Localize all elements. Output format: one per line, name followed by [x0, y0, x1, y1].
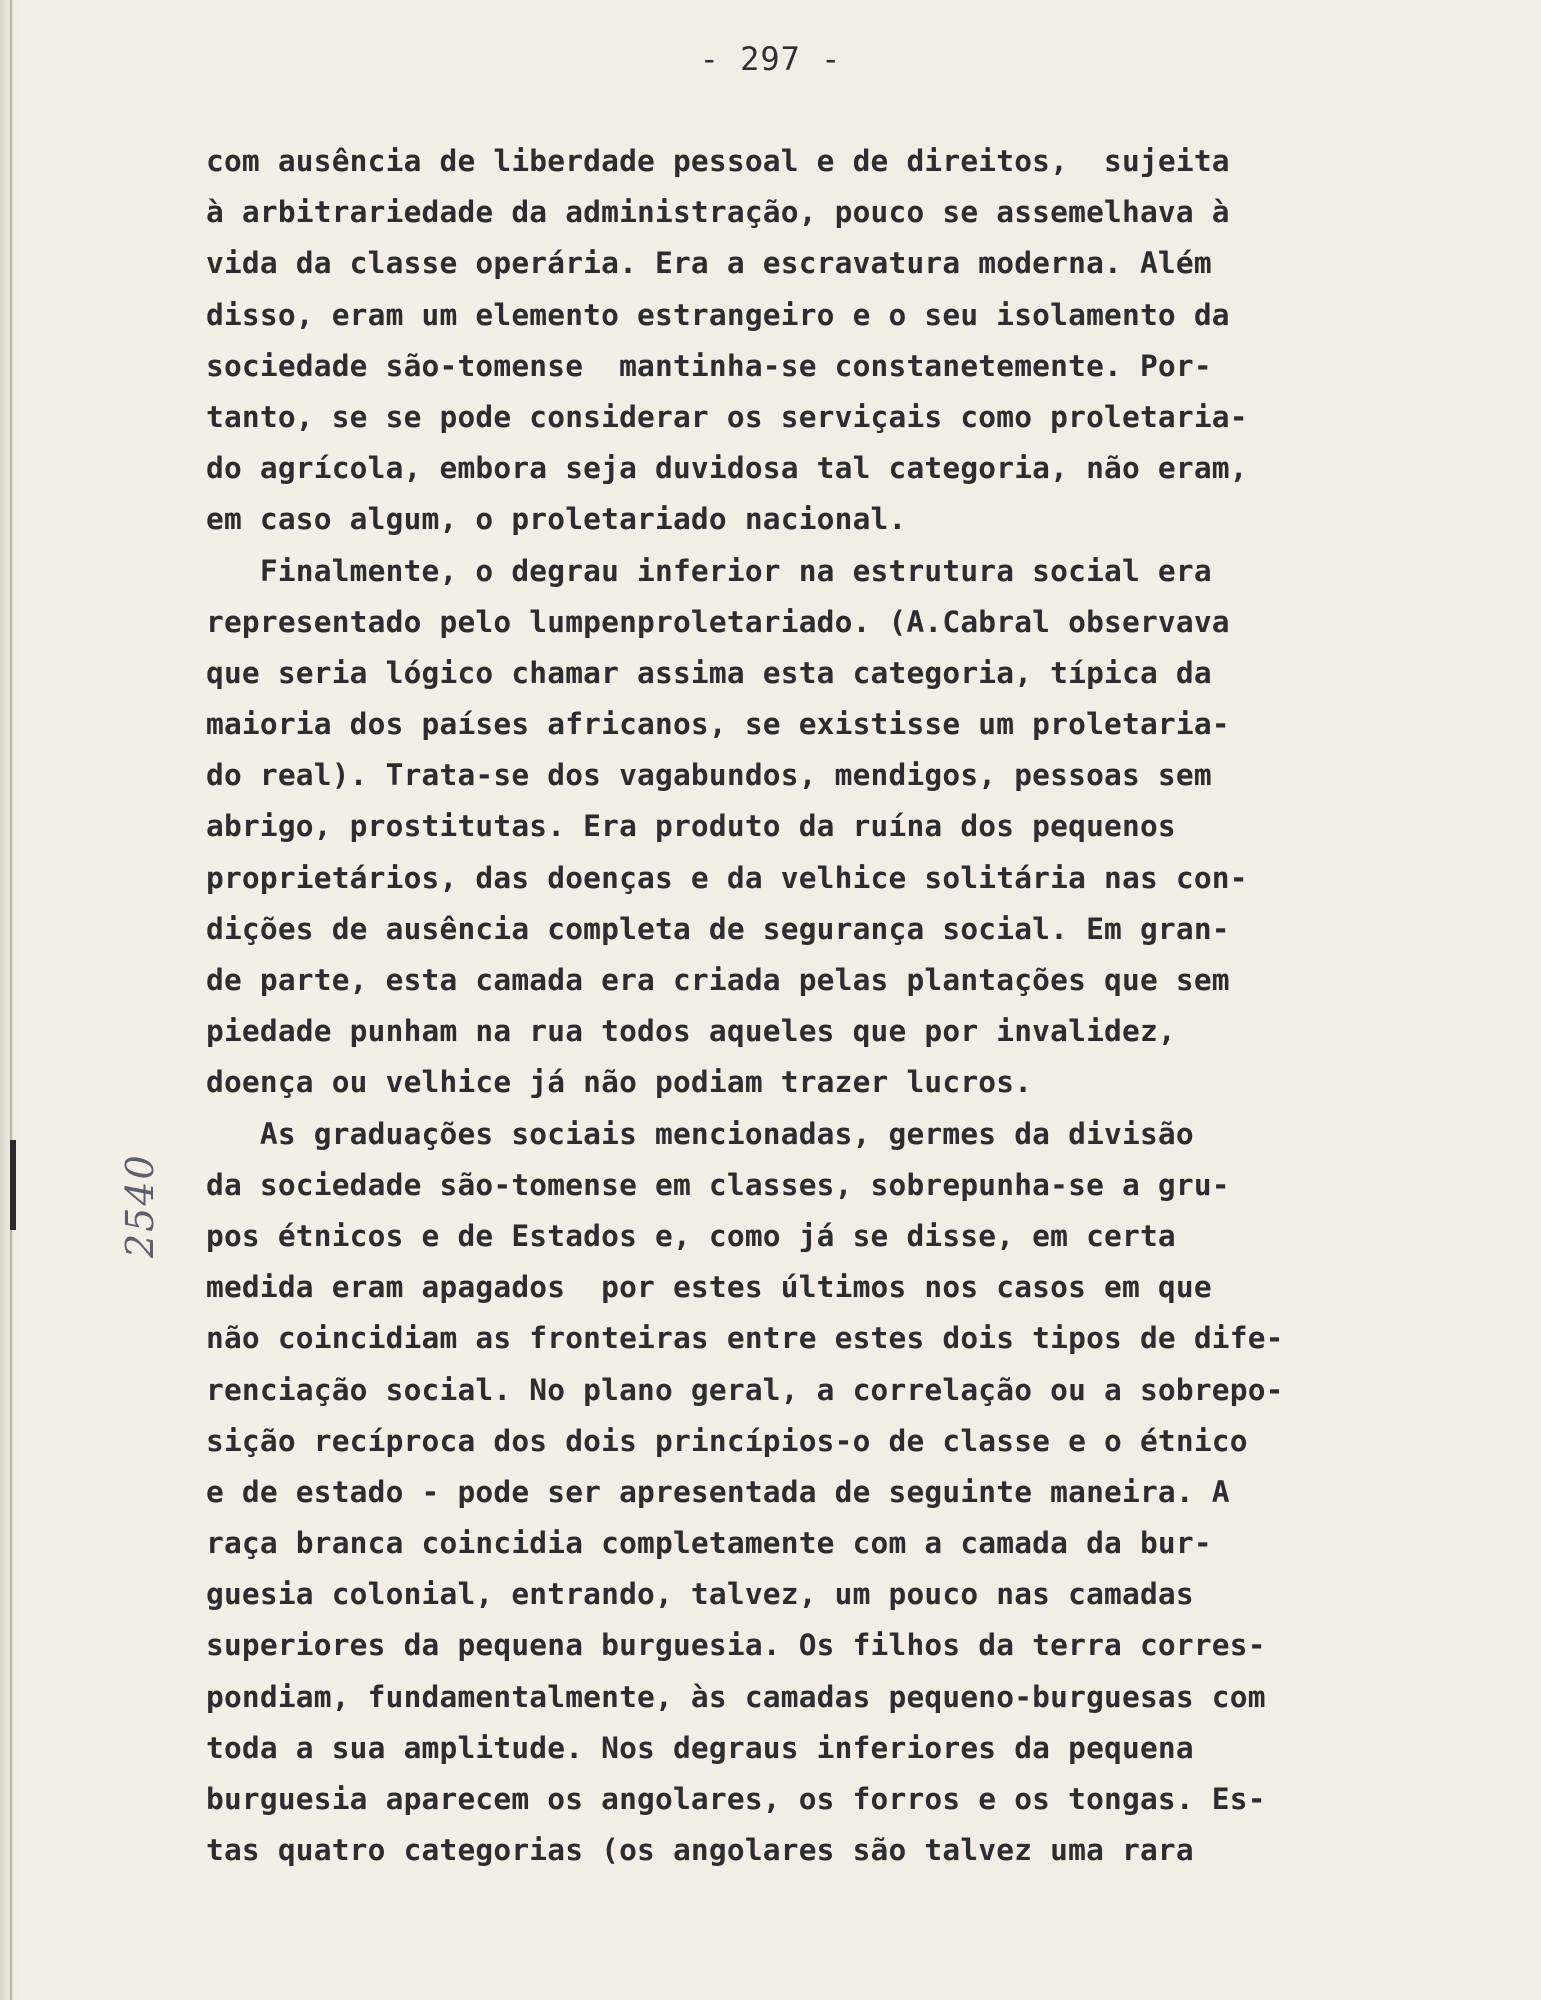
body-text [206, 136, 1466, 1876]
text-line: não coincidiam as fronteiras entre estes dois tipos de dife- [206, 1321, 1284, 1356]
text-line: tanto, se se pode considerar os serviçais como proletaria- [206, 399, 1248, 434]
text-line: toda a sua amplitude. Nos degraus inferiores da pequena [206, 1730, 1194, 1765]
text-line: abrigo, prostitutas. Era produto da ruína dos pequenos [206, 809, 1176, 844]
text-line: do real). Trata-se dos vagabundos, mendigos, pessoas sem [206, 758, 1212, 793]
text-line: doença ou velhice já não podiam trazer lucros. [206, 1065, 1033, 1100]
text-line: de parte, esta camada era criada pelas plantações que sem [206, 963, 1230, 997]
text-line: pondiam, fundamentalmente, às camadas pequeno-burguesas com [206, 1679, 1266, 1714]
text-line: medida eram apagados por estes últimos nos casos em que [206, 1270, 1212, 1305]
text-line: e de estado - pode ser apresentada de seguinte maneira. A [206, 1474, 1230, 1509]
text-line: burguesia aparecem os angolares, os forros e os tongas. Es- [206, 1782, 1266, 1816]
text-line: representado pelo lumpenproletariado. (A.Cabral observava [206, 604, 1230, 639]
text-line: com ausência de liberdade pessoal e de direitos, sujeita [206, 144, 1230, 178]
page-number: - 297 - [699, 40, 842, 78]
text-line: tas quatro categorias (os angolares são talvez uma rara [206, 1833, 1194, 1868]
text-line: da sociedade são-tomense em classes, sobrepunha-se a gru- [206, 1167, 1230, 1202]
text-line: Finalmente, o degrau inferior na estrutura social era [206, 553, 1212, 588]
text-line: renciação social. No plano geral, a correlação ou a sobrepo- [206, 1372, 1284, 1407]
text-line: guesia colonial, entrando, talvez, um pouco nas camadas [206, 1577, 1194, 1612]
text-line: superiores da pequena burguesia. Os filhos da terra corres- [206, 1628, 1266, 1663]
text-line: disso, eram um elemento estrangeiro e o seu isolamento da [206, 297, 1230, 332]
text-line: vida da classe operária. Era a escravatura moderna. Além [206, 246, 1212, 281]
handwritten-marginal-note: 2540 [118, 1153, 162, 1258]
text-line: proprietários, das doenças e da velhice solitária nas con- [206, 860, 1248, 895]
text-line: em caso algum, o proletariado nacional. [206, 502, 907, 537]
text-line: raça branca coincidia completamente com a camada da bur- [206, 1526, 1212, 1561]
text-line: As graduações sociais mencionadas, germes da divisão [206, 1116, 1194, 1151]
page-left-edge [10, 0, 12, 2000]
binding-mark [10, 1140, 16, 1230]
text-line: sição recíproca dos dois princípios-o de classe e o étnico [206, 1423, 1248, 1458]
text-line: que seria lógico chamar assima esta categoria, típica da [206, 655, 1212, 690]
text-line: sociedade são-tomense mantinha-se constanetemente. Por- [206, 348, 1212, 383]
text-line: dições de ausência completa de segurança social. Em gran- [206, 911, 1230, 946]
text-line: do agrícola, embora seja duvidosa tal categoria, não eram, [206, 451, 1248, 486]
text-line: maioria dos países africanos, se existisse um proletaria- [206, 707, 1230, 742]
text-line: pos étnicos e de Estados e, como já se disse, em certa [206, 1218, 1176, 1253]
text-line: à arbitrariedade da administração, pouco se assemelhava à [206, 195, 1230, 230]
text-line: piedade punham na rua todos aqueles que por invalidez, [206, 1014, 1176, 1049]
